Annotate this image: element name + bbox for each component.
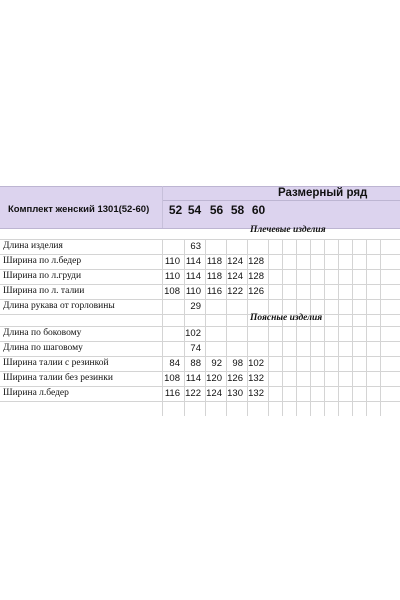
table-cell: 124 (227, 271, 243, 282)
size-range-label: Размерный ряд (278, 187, 368, 199)
row-label: Длина по шаговому (3, 343, 83, 353)
table-cell: 128 (248, 271, 264, 282)
table-cell: 88 (190, 358, 201, 369)
table-cell: 130 (227, 388, 243, 399)
header-bottom-line (0, 228, 400, 229)
table-cell: 102 (185, 328, 201, 339)
grid-vline (296, 239, 297, 416)
row-label: Ширина по л.груди (3, 271, 82, 281)
grid-vline (352, 239, 353, 416)
table-cell: 116 (164, 388, 180, 399)
table-cell: 110 (185, 286, 201, 297)
table-cell: 122 (185, 388, 201, 399)
grid-vline (282, 239, 283, 416)
table-cell: 110 (164, 271, 180, 282)
table-cell: 29 (190, 301, 201, 312)
row-label: Длина по боковому (3, 328, 82, 338)
header-sep (162, 186, 163, 228)
section-title-waist: Поясные изделия (250, 313, 323, 323)
grid-hline (0, 314, 400, 315)
table-cell: 116 (206, 286, 222, 297)
row-label: Ширина по л.бедер (3, 256, 82, 266)
row-label: Ширина л.бедер (3, 388, 69, 398)
size-56-header: 56 (209, 203, 224, 217)
table-cell: 92 (211, 358, 222, 369)
table-cell: 108 (164, 286, 180, 297)
grid-vline (268, 239, 269, 416)
grid-vline (310, 239, 311, 416)
table-cell: 114 (185, 256, 201, 267)
table-cell: 63 (190, 241, 201, 252)
grid-vline (366, 239, 367, 416)
row-label: Ширина талии без резинки (3, 373, 113, 383)
grid-vline (324, 239, 325, 416)
table-cell: 122 (227, 286, 243, 297)
table-cell: 114 (185, 373, 201, 384)
grid-hline (0, 401, 400, 402)
table-cell: 132 (248, 373, 264, 384)
size-58-header: 58 (230, 203, 245, 217)
table-cell: 84 (169, 358, 180, 369)
row-label: Ширина талии с резинкой (3, 358, 109, 368)
table-cell: 74 (190, 343, 201, 354)
size-60-header: 60 (251, 203, 266, 217)
row-label: Длина изделия (3, 241, 63, 251)
section-title-shoulder: Плечевые изделия (250, 225, 326, 235)
header-mid-line (162, 200, 400, 201)
row-label: Ширина по л. талии (3, 286, 85, 296)
table-cell: 124 (206, 388, 222, 399)
table-cell: 98 (232, 358, 243, 369)
table-cell: 128 (248, 256, 264, 267)
table-cell: 114 (185, 271, 201, 282)
table-cell: 102 (248, 358, 264, 369)
grid-vline (380, 239, 381, 416)
table-cell: 118 (206, 256, 222, 267)
table-cell: 108 (164, 373, 180, 384)
row-label: Длина рукава от горловины (3, 301, 115, 311)
table-cell: 126 (227, 373, 243, 384)
size-52-header: 52 (168, 203, 183, 217)
table-cell: 118 (206, 271, 222, 282)
product-title: Комплект женский 1301(52-60) (8, 204, 150, 215)
size-54-header: 54 (187, 203, 202, 217)
table-cell: 126 (248, 286, 264, 297)
table-cell: 124 (227, 256, 243, 267)
size-chart (0, 186, 400, 416)
grid-vline (338, 239, 339, 416)
table-cell: 120 (206, 373, 222, 384)
table-cell: 132 (248, 388, 264, 399)
table-cell: 110 (164, 256, 180, 267)
